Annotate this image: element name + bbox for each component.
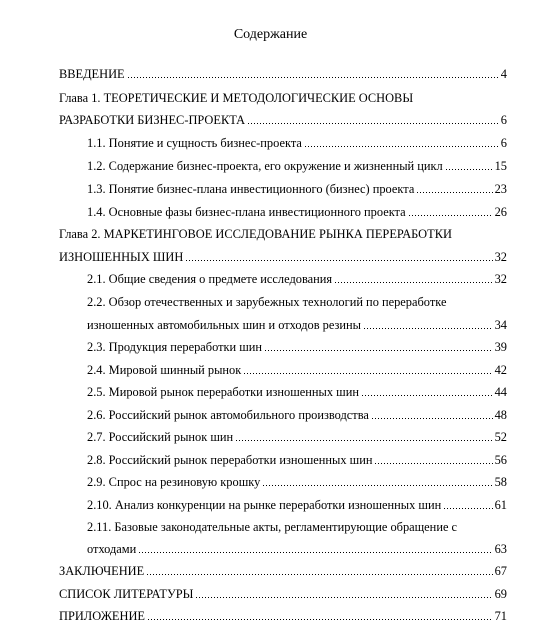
toc-entry-text: ВВЕДЕНИЕ: [59, 67, 125, 81]
toc-entry-text: 2.10. Анализ конкуренции на рынке переработки изношенных шин: [87, 498, 442, 512]
toc-dot-leader: [361, 394, 493, 397]
toc-dot-leader: [235, 439, 492, 442]
toc-entry: [59, 249, 507, 266]
toc-entry-text: 1.4. Основные фазы бизнес-плана инвестиционного проекта: [87, 205, 406, 219]
toc-entry-text: 1.3. Понятие бизнес-плана инвестиционного (бизнес) проекта: [87, 182, 415, 196]
toc-entry: [87, 384, 507, 401]
toc-page-number: 6: [500, 136, 507, 150]
toc-page-number: 48: [494, 408, 507, 422]
toc-entry: [87, 452, 507, 469]
toc-entry-text: 2.5. Мировой рынок переработки изношенных шин: [87, 385, 359, 399]
toc-page-number: 44: [494, 385, 507, 399]
toc-entry: [87, 204, 507, 221]
toc-entry-text: 1.1. Понятие и сущность бизнес-проекта: [87, 136, 302, 150]
toc-entry: [87, 541, 507, 558]
toc-dot-leader: [185, 259, 492, 262]
toc-dot-leader: [247, 122, 499, 125]
page-title: Содержание: [233, 27, 308, 42]
toc-entry: [59, 112, 507, 129]
toc-dot-leader: [138, 551, 492, 554]
toc-dot-leader: [264, 349, 493, 352]
toc-entry-text: ИЗНОШЕННЫХ ШИН: [59, 250, 184, 264]
toc-dot-leader: [146, 573, 492, 576]
toc-entry: [87, 135, 507, 152]
toc-page-number: 52: [494, 430, 507, 444]
toc-entry-text: 2.9. Спрос на резиновую крошку: [87, 475, 261, 489]
toc-entry: [87, 339, 507, 356]
toc-entry: [87, 158, 507, 175]
toc-dot-leader: [408, 214, 493, 217]
toc-page-number: 63: [494, 542, 507, 556]
toc-entry-text: 2.2. Обзор отечественных и зарубежных технологий по переработке: [87, 295, 447, 309]
toc-entry: [87, 181, 507, 198]
toc-entry-text: отходами: [87, 542, 137, 556]
toc-entry: [59, 563, 507, 580]
toc-entry: [59, 586, 507, 603]
toc-page-number: 56: [494, 453, 507, 467]
toc-page-number: 34: [494, 318, 507, 332]
toc-dot-leader: [243, 372, 492, 375]
toc-entry: [87, 317, 507, 334]
toc-entry-text: 2.4. Мировой шинный рынок: [87, 363, 242, 377]
toc-entry: [87, 362, 507, 379]
toc-dot-leader: [443, 507, 492, 510]
toc-page-number: 61: [494, 498, 507, 512]
toc-entry-text: 2.7. Российский рынок шин: [87, 430, 234, 444]
toc-entry-text: ЗАКЛЮЧЕНИЕ: [59, 564, 145, 578]
toc-page-number: 42: [494, 363, 507, 377]
toc-entry-text: 2.11. Базовые законодательные акты, регламентирующие обращение с: [87, 520, 458, 534]
toc-page-number: 15: [494, 159, 507, 173]
toc-entry-text: ПРИЛОЖЕНИЕ: [59, 609, 145, 623]
toc-entry-text: 2.1. Общие сведения о предмете исследования: [87, 272, 333, 286]
toc-page-number: 26: [494, 205, 507, 219]
toc-entry: [59, 608, 507, 625]
toc-entry: [59, 66, 507, 83]
toc-chapter-heading: Глава 2. МАРКЕТИНГОВОЕ ИССЛЕДОВАНИЕ РЫНКА ПЕРЕРАБОТКИ: [59, 227, 452, 241]
toc-entry-text: СПИСОК ЛИТЕРАТУРЫ: [59, 587, 194, 601]
toc-page-number: 32: [494, 272, 507, 286]
toc-entry-text: РАЗРАБОТКИ БИЗНЕС-ПРОЕКТА: [59, 113, 246, 127]
toc-entry-text: 2.8. Российский рынок переработки изношенных шин: [87, 453, 373, 467]
toc-dot-leader: [262, 484, 492, 487]
toc-dot-leader: [334, 281, 493, 284]
toc-page-number: 23: [494, 182, 507, 196]
toc-entry: [87, 407, 507, 424]
toc-page-number: 71: [494, 609, 507, 623]
toc-page-number: 32: [494, 250, 507, 264]
toc-entry-text: 1.2. Содержание бизнес-проекта, его окружение и жизненный цикл: [87, 159, 443, 173]
toc-page-number: 67: [494, 564, 507, 578]
toc-dot-leader: [195, 596, 492, 599]
toc-entry: [87, 429, 507, 446]
toc-page-number: 6: [500, 113, 507, 127]
toc-dot-leader: [147, 618, 493, 621]
toc-page-number: 58: [494, 475, 507, 489]
toc-dot-leader: [445, 168, 493, 171]
toc-entry-text: изношенных автомобильных шин и отходов резины: [87, 318, 361, 332]
toc-dot-leader: [304, 145, 499, 148]
toc-entry: [87, 497, 507, 514]
toc-chapter-heading: Глава 1. ТЕОРЕТИЧЕСКИЕ И МЕТОДОЛОГИЧЕСКИЕ ОСНОВЫ: [59, 91, 414, 105]
toc-dot-leader: [127, 76, 499, 79]
toc-dot-leader: [371, 417, 493, 420]
toc-entry: [87, 474, 507, 491]
toc-dot-leader: [363, 327, 493, 330]
toc-dot-leader: [374, 462, 492, 465]
toc-entry-text: 2.3. Продукция переработки шин: [87, 340, 263, 354]
toc-page-number: 39: [494, 340, 507, 354]
toc-page-number: 4: [500, 67, 507, 81]
toc-page-number: 69: [494, 587, 507, 601]
toc-entry: [87, 271, 507, 288]
toc-entry-text: 2.6. Российский рынок автомобильного производства: [87, 408, 369, 422]
toc-dot-leader: [416, 191, 492, 194]
